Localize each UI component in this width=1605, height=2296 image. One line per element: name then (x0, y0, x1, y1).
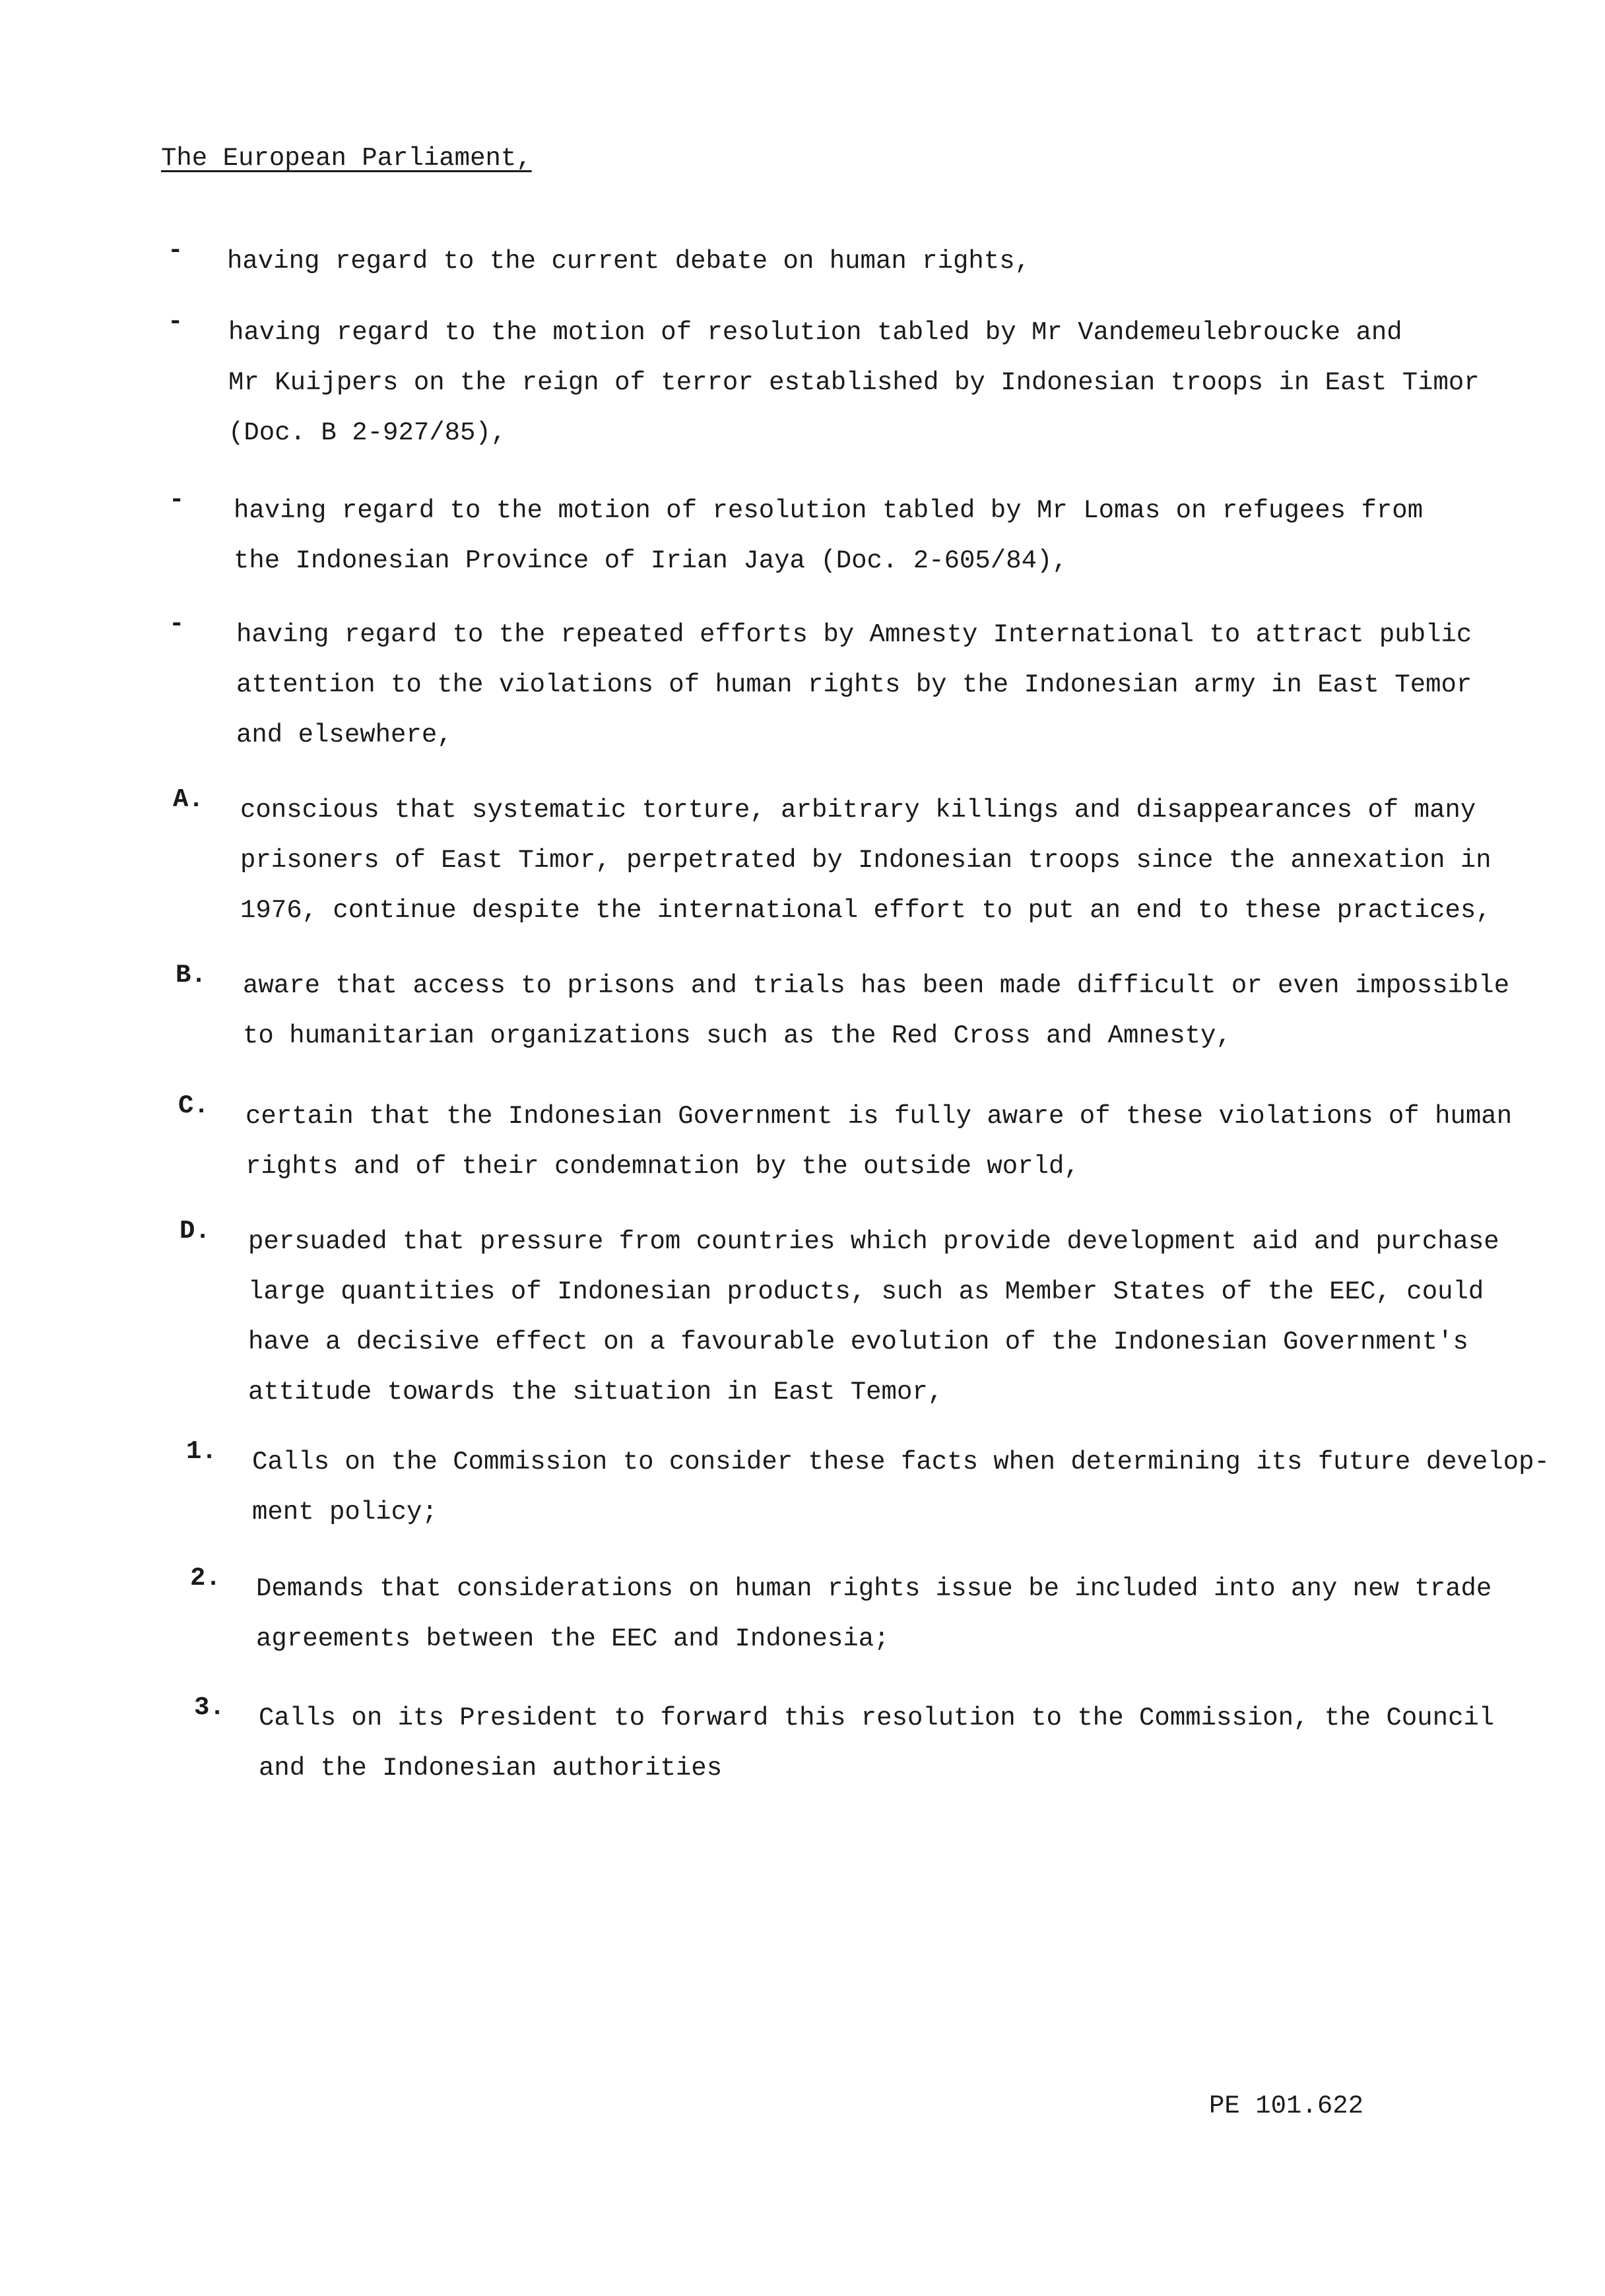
text-line: have a decisive effect on a favourable evolution of the Indonesian Government's (248, 1327, 1468, 1356)
text-line: rights and of their condemnation by the outside world, (246, 1152, 1080, 1181)
text-line: aware that access to prisons and trials has been made difficult or even impossible (243, 971, 1510, 1000)
page-title: The European Parliament, (161, 144, 532, 173)
text-line: having regard to the motion of resolution tabled by Mr Lomas on refugees from (234, 496, 1424, 525)
number-marker: 1. (186, 1437, 217, 1466)
text-line: Demands that considerations on human rights issue be included into any new trade (256, 1574, 1492, 1603)
text-line: the Indonesian Province of Irian Jaya (Doc. 2-605/84), (234, 546, 1068, 575)
text-line: persuaded that pressure from countries which provide development aid and purchase (248, 1227, 1499, 1256)
number-marker: 3. (194, 1693, 225, 1722)
text-line: having regard to the repeated efforts by Amnesty International to attract public (236, 620, 1472, 649)
text-line: certain that the Indonesian Government is fully aware of these violations of human (246, 1102, 1513, 1131)
text-line: having regard to the motion of resolution tabled by Mr Vandemeulebroucke and (228, 318, 1402, 347)
text-line: having regard to the current debate on human rights, (227, 247, 1030, 276)
letter-marker: C. (178, 1091, 209, 1120)
letter-marker: B. (176, 961, 207, 990)
text-line: attitude towards the situation in East Temor, (248, 1378, 944, 1407)
letter-marker: D. (180, 1217, 211, 1246)
letter-marker: A. (173, 785, 204, 814)
text-line: to humanitarian organizations such as the Red Cross and Amnesty, (243, 1021, 1231, 1050)
text-line: and elsewhere, (236, 720, 453, 749)
text-line: prisoners of East Timor, perpetrated by Indonesian troops since the annexation in (240, 846, 1491, 875)
text-line: ment policy; (252, 1498, 438, 1527)
bullet-marker: - (169, 486, 185, 515)
text-line: and the Indonesian authorities (259, 1754, 723, 1783)
bullet-marker: - (168, 236, 183, 265)
bullet-marker: - (169, 610, 185, 639)
text-line: Calls on its President to forward this resolution to the Commission, the Council (259, 1704, 1495, 1733)
text-line: (Doc. B 2-927/85), (228, 418, 507, 447)
bullet-marker: - (168, 307, 183, 336)
text-line: Mr Kuijpers on the reign of terror established by Indonesian troops in East Timor (228, 368, 1480, 397)
text-line: conscious that systematic torture, arbitrary killings and disappearances of many (240, 796, 1476, 825)
text-line: Calls on the Commission to consider these facts when determining its future develop- (252, 1448, 1550, 1477)
text-line: attention to the violations of human rights by the Indonesian army in East Temor (236, 670, 1472, 699)
text-line: large quantities of Indonesian products, such as Member States of the EEC, could (248, 1277, 1484, 1306)
number-marker: 2. (190, 1564, 221, 1593)
document-reference: PE 101.622 (1209, 2091, 1364, 2121)
text-line: 1976, continue despite the international effort to put an end to these practices, (240, 896, 1491, 925)
text-line: agreements between the EEC and Indonesia; (256, 1624, 890, 1653)
